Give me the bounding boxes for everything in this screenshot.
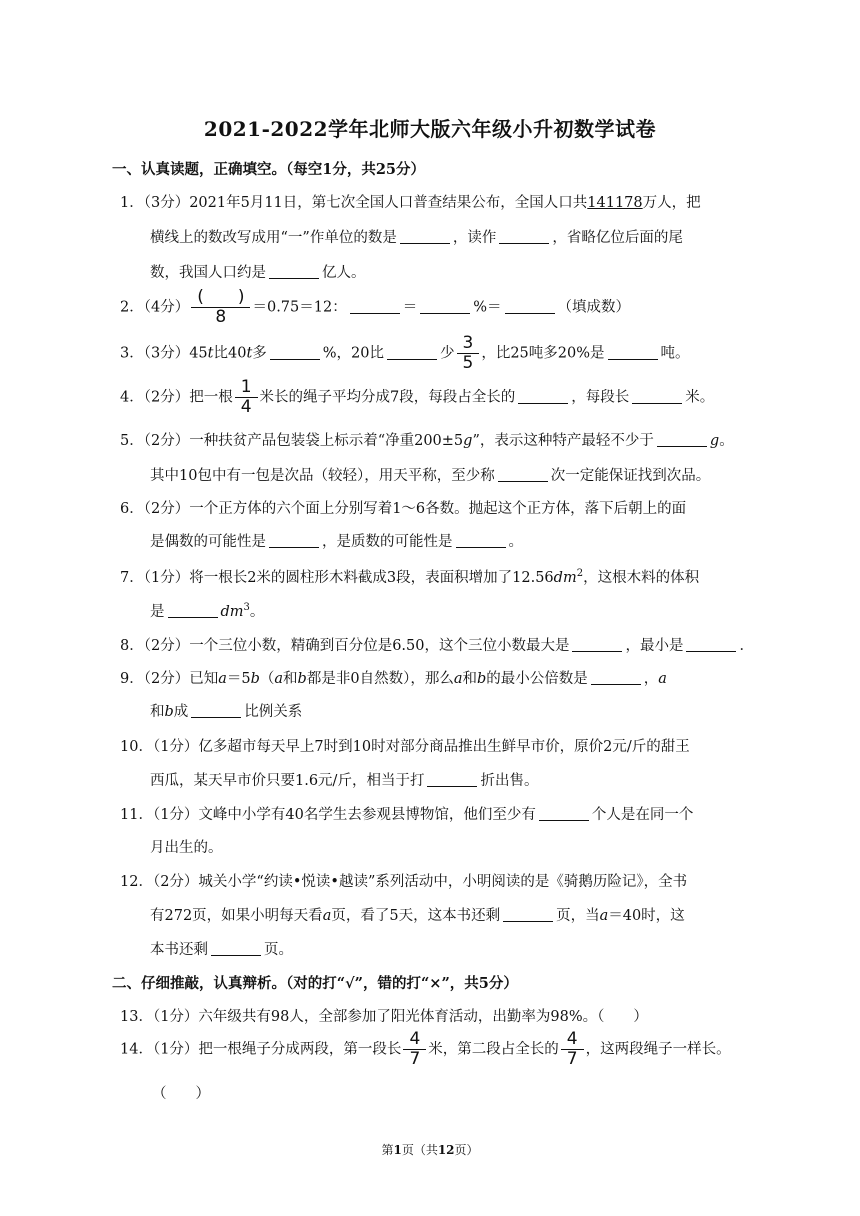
answer-blank[interactable] (632, 389, 682, 404)
q9-line2: 和b成 比例关系 (150, 704, 303, 720)
q11-line1: 11．（1分）文峰中小学有40名学生去参观县博物馆，他们至少有 个人是在同一个 (120, 807, 694, 823)
q3-line: 3．（3分）45t比40t多 %，20比 少 $\frac{3}{5}$ ，比25吨多20%是 吨。 (120, 333, 690, 373)
q14-line: 14．（1分）把一根绳子分成两段，第一段长 $\frac{4}{7}$ 米，第二段占全长的 $\frac{4}{7}$ ，这两段绳子一样长。 (120, 1029, 731, 1069)
q12-line2: 有272页，如果小明每天看a页，看了5天，这本书还剩 页，当a＝40时，这 (150, 908, 685, 924)
q12-line1: 12．（2分）城关小学“约读•悦读•越读”系列活动中，小明阅读的是《骑鹅历险记》，全书 (120, 874, 688, 890)
answer-blank[interactable] (539, 806, 589, 821)
answer-blank[interactable] (211, 941, 261, 956)
answer-blank[interactable] (505, 299, 555, 314)
q4-line: 4．（2分）把一根 $\frac{1}{4}$ 米长的绳子平均分成7段，每段占全长的 ，每段长 米。 (120, 377, 715, 417)
answer-blank[interactable] (400, 229, 450, 244)
q11-line2: 月出生的。 (150, 840, 223, 856)
q2-line: 2．（4分） $\frac{( )}{8}$ ＝0.75＝12： ＝ %＝ （填成数） (120, 287, 630, 327)
answer-blank[interactable] (350, 299, 400, 314)
q6-line2: 是偶数的可能性是 ，是质数的可能性是 。 (150, 534, 523, 550)
q1-line3: 数，我国人口约是 亿人。 (150, 265, 366, 281)
fraction: $\frac{4}{7}$ (403, 1030, 426, 1069)
answer-blank[interactable] (498, 467, 548, 482)
page-footer: 第1页（共12页） (381, 1143, 479, 1157)
answer-blank[interactable] (168, 603, 218, 618)
q12-line3: 本书还剩 页。 (150, 942, 293, 958)
answer-blank[interactable] (572, 637, 622, 652)
q6-line1: 6．（2分）一个正方体的六个面上分别写着1～6各数。抛起这个正方体，落下后朝上的面 (120, 501, 687, 517)
section-1-heading: 一、认真读题，正确填空。（每空1分，共25分） (112, 161, 426, 178)
answer-blank[interactable] (269, 264, 319, 279)
q9-line1: 9．（2分）已知a＝5b（a和b都是非0自然数），那么a和b的最小公倍数是 ，a (120, 671, 667, 687)
answer-blank[interactable] (608, 345, 658, 360)
answer-blank[interactable] (427, 772, 477, 787)
answer-blank[interactable] (191, 703, 241, 718)
q7-line1: 7．（1分）将一根长2米的圆柱形木料截成3段，表面积增加了$12.56dm^2$，这根木料的体积 (120, 568, 700, 586)
answer-blank[interactable] (518, 389, 568, 404)
q14-answer-paren[interactable]: （ ） (152, 1086, 210, 1102)
answer-blank[interactable] (503, 907, 553, 922)
answer-blank[interactable] (269, 533, 319, 548)
q1-line1: 1．（3分）2021年5月11日，第七次全国人口普查结果公布，全国人口共141178万人，把 (120, 195, 701, 211)
answer-blank[interactable] (456, 533, 506, 548)
page-title: 2021-2022学年北师大版六年级小升初数学试卷 (203, 117, 657, 141)
q10-line2: 西瓜，某天早市价只要1.6元/斤，相当于打 折出售。 (150, 773, 539, 789)
answer-blank[interactable] (686, 637, 736, 652)
answer-blank[interactable] (591, 670, 641, 685)
q5-line1: 5．（2分）一种扶贫产品包装袋上标示着“净重200±5g”，表示这种特产最轻不少于 g。 (120, 433, 734, 449)
q5-line2: 其中10包中有一包是次品（较轻），用天平称，至少称 次一定能保证找到次品。 (150, 468, 711, 484)
q13-line: 13．（1分）六年级共有98人，全部参加了阳光体育活动，出勤率为98%。（ ） (120, 1009, 648, 1025)
section-2-heading: 二、仔细推敲，认真辩析。（对的打“√”，错的打“×”，共5分） (112, 975, 518, 992)
fraction: $\frac{4}{7}$ (561, 1030, 584, 1069)
answer-blank[interactable] (270, 345, 320, 360)
q7-line2: 是 $dm^3$。 (150, 602, 265, 620)
fraction: $\frac{3}{5}$ (457, 334, 480, 373)
fraction: $\frac{1}{4}$ (235, 378, 258, 417)
fraction: $\frac{( )}{8}$ (191, 288, 250, 327)
answer-blank[interactable] (387, 345, 437, 360)
answer-blank[interactable] (657, 432, 707, 447)
q1-line2: 横线上的数改写成用“一”作单位的数是 ，读作 ，省略亿位后面的尾 (150, 230, 683, 246)
q10-line1: 10．（1分）亿多超市每天早上7时到10时对部分商品推出生鲜早市价，原价2元/斤的甜王 (120, 739, 690, 755)
q8-line: 8．（2分）一个三位小数，精确到百分位是6.50，这个三位小数最大是 ，最小是 ． (120, 638, 754, 654)
answer-blank[interactable] (420, 299, 470, 314)
answer-blank[interactable] (499, 229, 549, 244)
